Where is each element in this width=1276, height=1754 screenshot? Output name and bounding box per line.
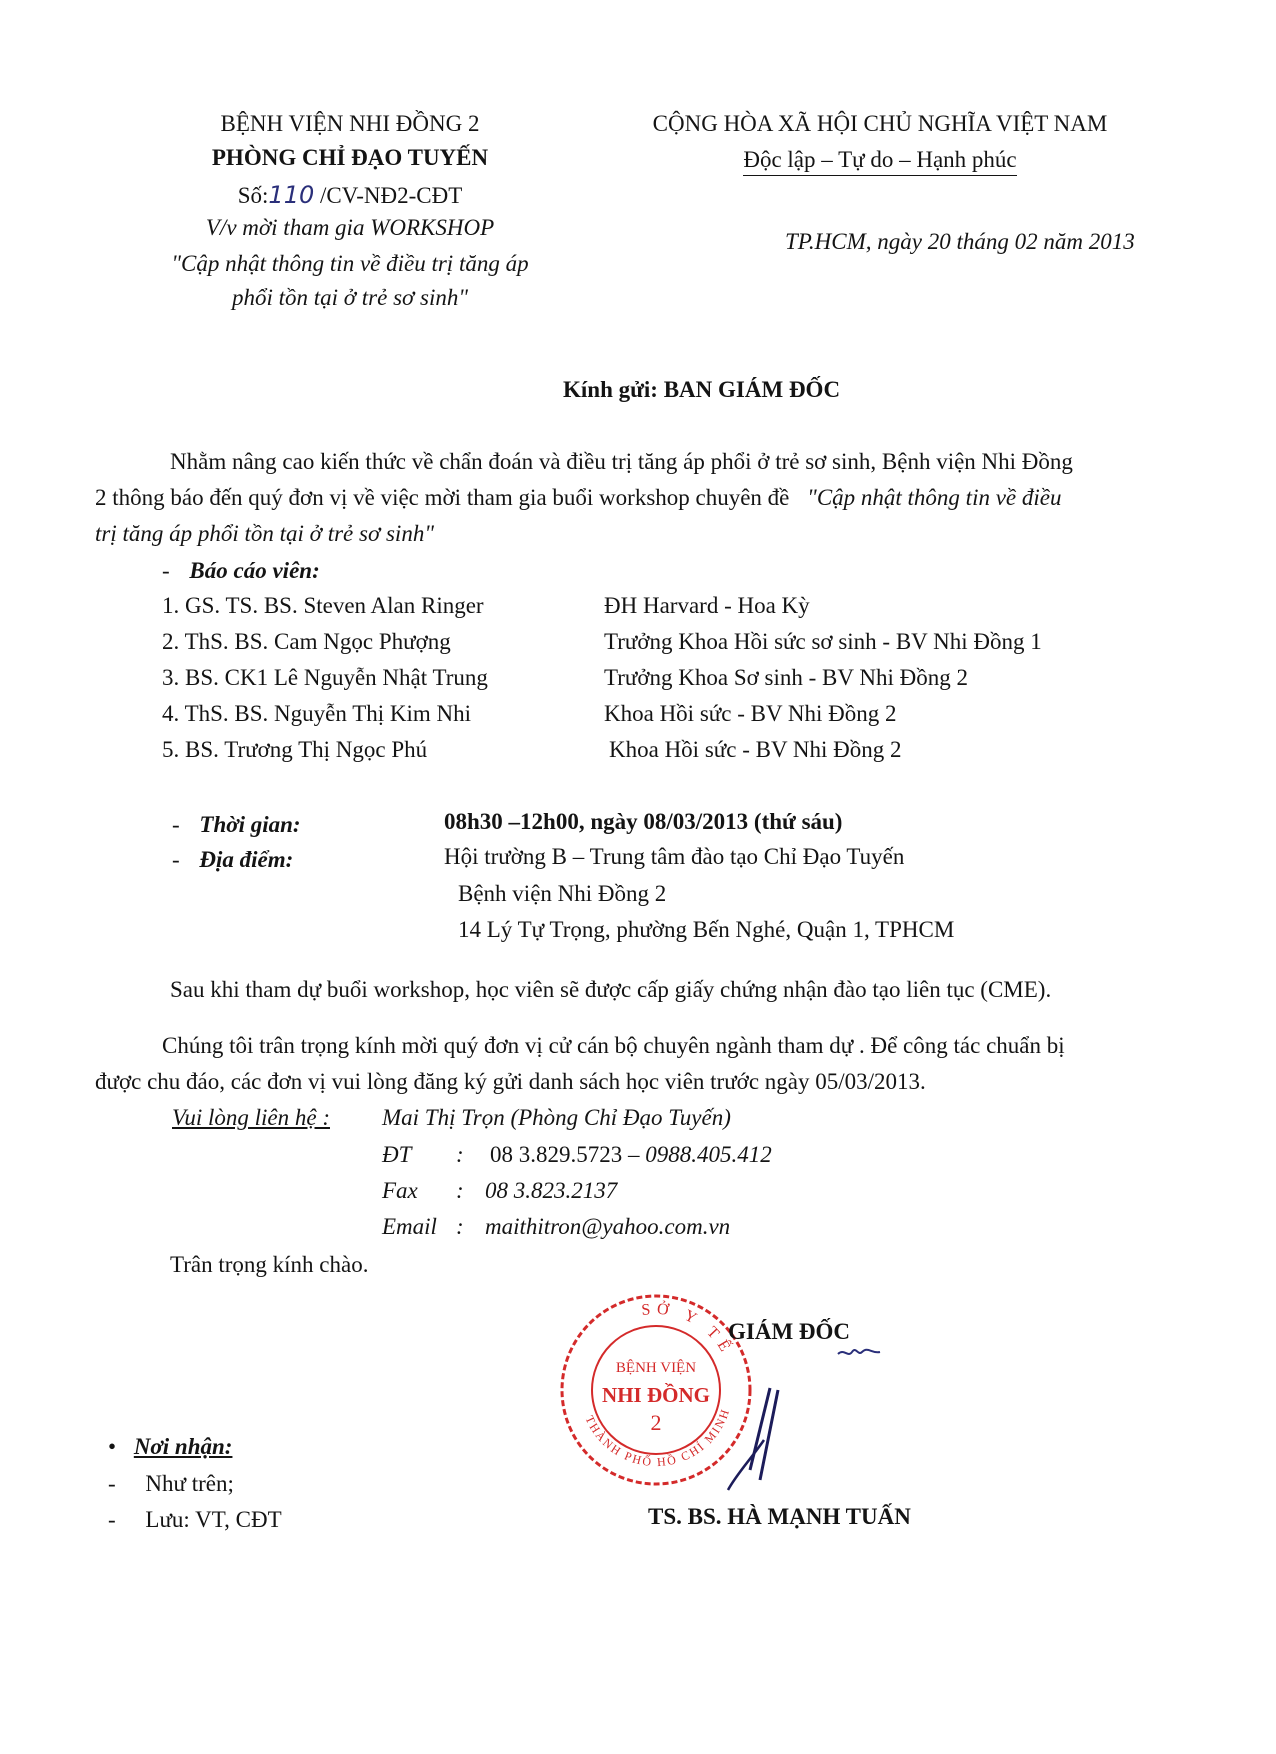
email-separator: : — [456, 1214, 464, 1239]
signature-flourish — [838, 1350, 880, 1354]
recipient-line — [563, 376, 840, 405]
invitation-line-2: được chu đáo, các đơn vị vui lòng đăng ký gửi danh sách học viên trước ngày 05/03/2013. — [95, 1069, 926, 1094]
national-heading: CỘNG HÒA XÃ HỘI CHỦ NGHĨA VIỆT NAM — [652, 111, 1108, 136]
subject-line-3: phổi tồn tại ở trẻ sơ sinh" — [231, 285, 469, 310]
speaker-affiliation: Khoa Hồi sức - BV Nhi Đồng 2 — [609, 737, 902, 762]
recipient-item-dash: - — [108, 1507, 116, 1532]
handwritten-signature — [690, 1330, 890, 1500]
subject-line-2: "Cập nhật thông tin về điều trị tăng áp — [171, 251, 529, 276]
venue-row-label — [172, 846, 293, 875]
recipients-heading-text: Nơi nhận: — [133, 1434, 233, 1459]
seal-line-2: NHI ĐỒNG — [602, 1383, 710, 1407]
recipient-item-dash: - — [108, 1471, 116, 1496]
seal-top-text: SỞ Y TẾ — [640, 1300, 737, 1360]
speaker-affiliation: Khoa Hồi sức - BV Nhi Đồng 2 — [604, 701, 897, 726]
email-label: Email — [382, 1214, 437, 1239]
header-left — [120, 110, 580, 313]
phone-landline: 08 3.829.5723 – — [490, 1142, 646, 1167]
number-suffix: /CV-NĐ2-CĐT — [314, 183, 463, 208]
seal-line-3: 2 — [650, 1410, 662, 1435]
signature-stroke-3 — [728, 1440, 764, 1490]
time-row-label — [172, 811, 301, 840]
recipient-name: BAN GIÁM ĐỐC — [663, 377, 841, 402]
motto-text: Độc lập – Tự do – Hạnh phúc — [743, 147, 1016, 176]
national-motto — [600, 146, 1160, 175]
department-name: PHÒNG CHỈ ĐẠO TUYẾN — [211, 145, 489, 170]
venue-label: Địa điểm: — [199, 847, 294, 872]
hospital-name: BỆNH VIỆN NHI ĐỒNG 2 — [220, 111, 480, 136]
recipient-item — [108, 1470, 234, 1499]
speaker-name: 5. BS. Trương Thị Ngọc Phú — [162, 737, 428, 762]
speaker-affiliation: Trưởng Khoa Sơ sinh - BV Nhi Đồng 2 — [604, 665, 968, 690]
speaker-affiliation: Trưởng Khoa Hồi sức sơ sinh - BV Nhi Đồng 1 — [604, 629, 1042, 654]
time-bullet: - — [172, 812, 180, 837]
phone-label: ĐT — [382, 1142, 412, 1167]
intro-line-2-text: 2 thông báo đến quý đơn vị về việc mời tham gia buổi workshop chuyên đề — [95, 485, 790, 510]
intro-workshop-title-part-1: "Cập nhật thông tin về điều — [807, 485, 1062, 510]
handwritten-number: 110 — [268, 181, 315, 209]
contact-label: Vui lòng liên hệ : — [172, 1105, 330, 1130]
seal-line-1: BỆNH VIỆN — [615, 1360, 697, 1376]
signature-strokes — [690, 1330, 890, 1500]
phone-mobile: 0988.405.412 — [645, 1142, 772, 1167]
intro-line-1: Nhằm nâng cao kiến thức về chẩn đoán và điều trị tăng áp phổi ở trẻ sơ sinh, Bệnh viện Nhi Đồng — [170, 449, 1073, 474]
intro-line-2 — [95, 484, 1061, 513]
phone-number — [490, 1141, 772, 1170]
speaker-name: 4. ThS. BS. Nguyễn Thị Kim Nhi — [162, 701, 472, 726]
closing-greeting: Trân trọng kính chào. — [170, 1252, 369, 1277]
venue-line-3: 14 Lý Tự Trọng, phường Bến Nghé, Quận 1, TPHCM — [458, 917, 955, 942]
contact-person: Mai Thị Trọn (Phòng Chỉ Đạo Tuyến) — [382, 1105, 731, 1130]
signer-name: TS. BS. HÀ MẠNH TUẤN — [648, 1504, 911, 1529]
time-value: 08h30 –12h00, ngày 08/03/2013 (thứ sáu) — [444, 809, 843, 834]
number-prefix: Số: — [237, 183, 269, 208]
fax-separator: : — [456, 1178, 464, 1203]
venue-line-1: Hội trường B – Trung tâm đào tạo Chỉ Đạo Tuyến — [444, 844, 905, 869]
seal-ring-text: THÀNH PHỐ HỒ CHÍ MINH — [582, 1405, 733, 1470]
signature-stroke-2 — [760, 1390, 778, 1480]
recipient-item — [108, 1506, 282, 1535]
recipient-item-text: Như trên; — [145, 1471, 234, 1496]
speakers-heading-text: Báo cáo viên: — [189, 558, 320, 583]
recipients-heading — [108, 1433, 232, 1462]
speaker-name: 1. GS. TS. BS. Steven Alan Ringer — [162, 593, 484, 618]
fax-number: 08 3.823.2137 — [485, 1178, 618, 1203]
recipient-item-text: Lưu: VT, CĐT — [145, 1507, 282, 1532]
time-label: Thời gian: — [199, 812, 301, 837]
intro-workshop-title-part-2: trị tăng áp phổi tồn tại ở trẻ sơ sinh" — [95, 521, 434, 546]
recipient-label: Kính gửi: — [563, 377, 658, 402]
speaker-name: 3. BS. CK1 Lê Nguyễn Nhật Trung — [162, 665, 488, 690]
venue-line-2: Bệnh viện Nhi Đồng 2 — [458, 881, 667, 906]
signature-stroke-1 — [750, 1388, 770, 1470]
speaker-affiliation: ĐH Harvard - Hoa Kỳ — [604, 593, 810, 618]
speakers-bullet: - — [162, 558, 170, 583]
invitation-line-1: Chúng tôi trân trọng kính mời quý đơn vị cử cán bộ chuyên ngành tham dự . Để công tác chuẩn bị — [162, 1033, 1065, 1058]
venue-bullet: - — [172, 847, 180, 872]
certificate-note: Sau khi tham dự buổi workshop, học viên sẽ được cấp giấy chứng nhận đào tạo liên tục (CME). — [170, 977, 1052, 1002]
email-address: maithitron@yahoo.com.vn — [485, 1214, 731, 1239]
subject-line-1: V/v mời tham gia WORKSHOP — [205, 215, 495, 240]
place-and-date: TP.HCM, ngày 20 tháng 02 năm 2013 — [785, 229, 1135, 254]
speaker-name: 2. ThS. BS. Cam Ngọc Phượng — [162, 629, 451, 654]
signature-title: GIÁM ĐỐC — [728, 1319, 851, 1344]
document-number — [120, 180, 580, 214]
recipients-bullet: • — [108, 1434, 117, 1459]
speakers-heading — [162, 557, 320, 586]
phone-separator: : — [456, 1142, 464, 1167]
fax-label: Fax — [382, 1178, 418, 1203]
